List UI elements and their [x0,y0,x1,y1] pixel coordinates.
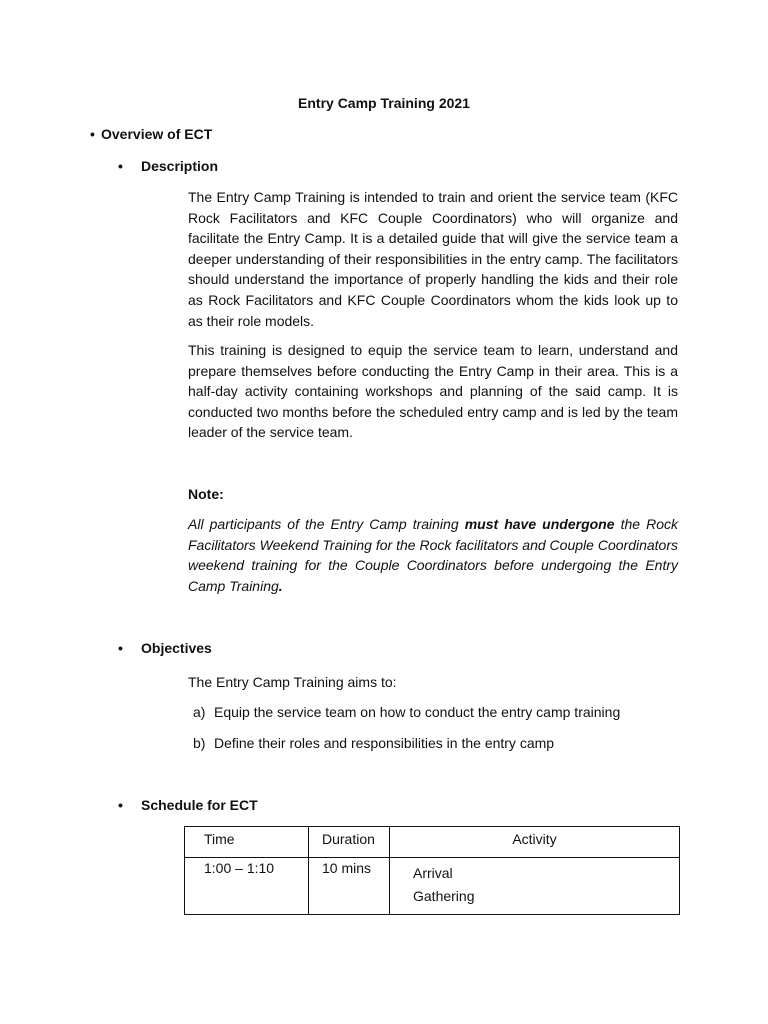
table-header-row [185,827,680,858]
note-text-part1: All participants of the Entry Camp training [188,516,465,532]
column-header-duration: Duration [309,827,390,858]
description-paragraph-2: This training is designed to equip the service team to learn, understand and prepare themselves before conducting the Entry Camp in their area. This is a half-day activity containing workshops and planning of the said camp. It is conducted two months before the scheduled entry camp and is led by the team leader of the service team. [188,342,678,441]
activity-cell [390,858,680,915]
document-title: Entry Camp Training 2021 [298,95,470,111]
subsection-heading-schedule: Schedule for ECT [141,797,258,813]
schedule-table [184,826,680,915]
bullet-icon: • [118,640,123,656]
note-paragraph [188,514,678,596]
objective-item: Define their roles and responsibilities in the entry camp [214,735,555,751]
subsection-heading-description: Description [141,158,219,174]
bullet-icon: • [118,158,123,174]
column-header-activity: Activity [390,827,680,858]
subsection-heading-objectives: Objectives [141,640,212,656]
description-paragraph-1: The Entry Camp Training is intended to train and orient the service team (KFC Rock Facilitators and KFC Couple Coordinators) who will organize and facilitate the Entry Camp. It is a detailed guide that will give the service team a deeper understanding of their responsibilities in the entry camp. The facilitators should understand the importance of properly handling the kids and their role as Rock Facilitators and KFC Couple Coordinators whom the kids look up to as their role models. [188,189,678,329]
objectives-intro: The Entry Camp Training aims to: [188,674,397,690]
duration-cell: 10 mins [309,858,390,915]
note-text-emphasis: must have undergone [464,516,615,532]
note-text-end: . [278,577,283,594]
objective-item: Equip the service team on how to conduct the entry camp training [214,704,621,720]
bullet-icon: • [90,126,95,142]
time-cell: 1:00 – 1:10 [185,858,309,915]
column-header-time: Time [185,827,309,858]
objective-marker: a) [193,704,206,720]
table-row [185,858,680,915]
note-label: Note: [188,486,224,502]
activity-item: Arrival [413,865,453,881]
objective-marker: b) [193,735,206,751]
section-heading-overview: Overview of ECT [101,126,213,142]
activity-item: Gathering [413,888,475,904]
note-text-part2: the Rock Facilitators Weekend Training for the Rock facilitators and Couple Coordinators weekend training for the Couple Coordinators before undergoing the Entry Camp Training [188,516,679,594]
bullet-icon: • [118,797,123,813]
